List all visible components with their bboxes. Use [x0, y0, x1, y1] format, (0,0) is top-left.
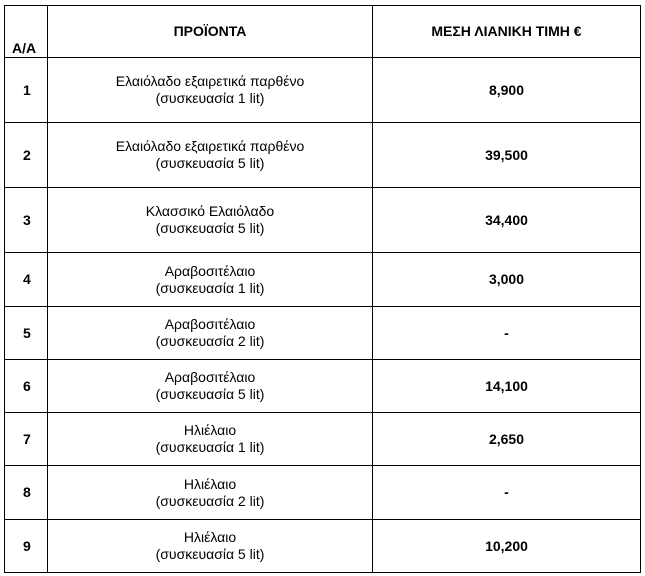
product-pack: (συσκευασία 5 lit)	[155, 386, 265, 402]
row-index: 2	[5, 123, 48, 188]
table-row	[5, 466, 641, 520]
header-price: ΜΕΣΗ ΛΙΑΝΙΚΗ ΤΙΜΗ €	[373, 6, 641, 58]
row-product	[48, 360, 373, 413]
row-index: 7	[5, 413, 48, 466]
row-index: 8	[5, 466, 48, 520]
header-index-label: Α/Α	[12, 40, 37, 56]
row-price: 14,100	[373, 360, 641, 413]
row-index: 6	[5, 360, 48, 413]
row-product	[48, 413, 373, 466]
row-product	[48, 307, 373, 360]
row-index: 3	[5, 188, 48, 253]
table-row	[5, 188, 641, 253]
row-index: 1	[5, 58, 48, 123]
table-row	[5, 520, 641, 573]
row-product	[48, 58, 373, 123]
row-product	[48, 123, 373, 188]
row-index: 5	[5, 307, 48, 360]
header-index	[5, 6, 48, 58]
product-name: Ηλιέλαιο	[183, 475, 237, 492]
product-pack: (συσκευασία 5 lit)	[155, 220, 265, 236]
product-pack: (συσκευασία 5 lit)	[155, 546, 265, 562]
row-price: 2,650	[373, 413, 641, 466]
product-name: Αραβοσιτέλαιο	[164, 262, 256, 279]
product-pack: (συσκευασία 1 lit)	[155, 279, 265, 296]
product-name: Ελαιόλαδο εξαιρετικά παρθένο	[115, 73, 305, 89]
table-row	[5, 413, 641, 466]
row-price: 34,400	[373, 188, 641, 253]
product-name: Ελαιόλαδο εξαιρετικά παρθένο	[115, 138, 305, 154]
row-product	[48, 520, 373, 573]
table-row	[5, 123, 641, 188]
row-price: 8,900	[373, 58, 641, 123]
product-pack: (συσκευασία 5 lit)	[155, 155, 265, 171]
product-pack: (συσκευασία 1 lit)	[155, 90, 265, 106]
product-name: Κλασσικό Ελαιόλαδο	[145, 203, 275, 219]
product-name: Αραβοσιτέλαιο	[164, 369, 256, 385]
row-product	[48, 466, 373, 520]
product-name: Ηλιέλαιο	[183, 422, 237, 438]
row-index: 4	[5, 253, 48, 307]
price-table	[4, 5, 641, 573]
table-header-row	[5, 6, 641, 58]
table-row	[5, 58, 641, 123]
row-index: 9	[5, 520, 48, 573]
row-price: 39,500	[373, 123, 641, 188]
product-pack: (συσκευασία 2 lit)	[155, 333, 265, 349]
row-price: 10,200	[373, 520, 641, 573]
row-price: -	[373, 466, 641, 520]
table-row	[5, 360, 641, 413]
table-row	[5, 253, 641, 307]
product-name: Ηλιέλαιο	[183, 529, 237, 545]
header-product: ΠΡΟΪΟΝΤΑ	[48, 6, 373, 58]
row-product	[48, 253, 373, 307]
product-pack: (συσκευασία 1 lit)	[155, 439, 265, 455]
product-pack: (συσκευασία 2 lit)	[155, 492, 265, 509]
row-product	[48, 188, 373, 253]
row-price: 3,000	[373, 253, 641, 307]
row-price: -	[373, 307, 641, 360]
table-row	[5, 307, 641, 360]
product-name: Αραβοσιτέλαιο	[164, 316, 256, 332]
